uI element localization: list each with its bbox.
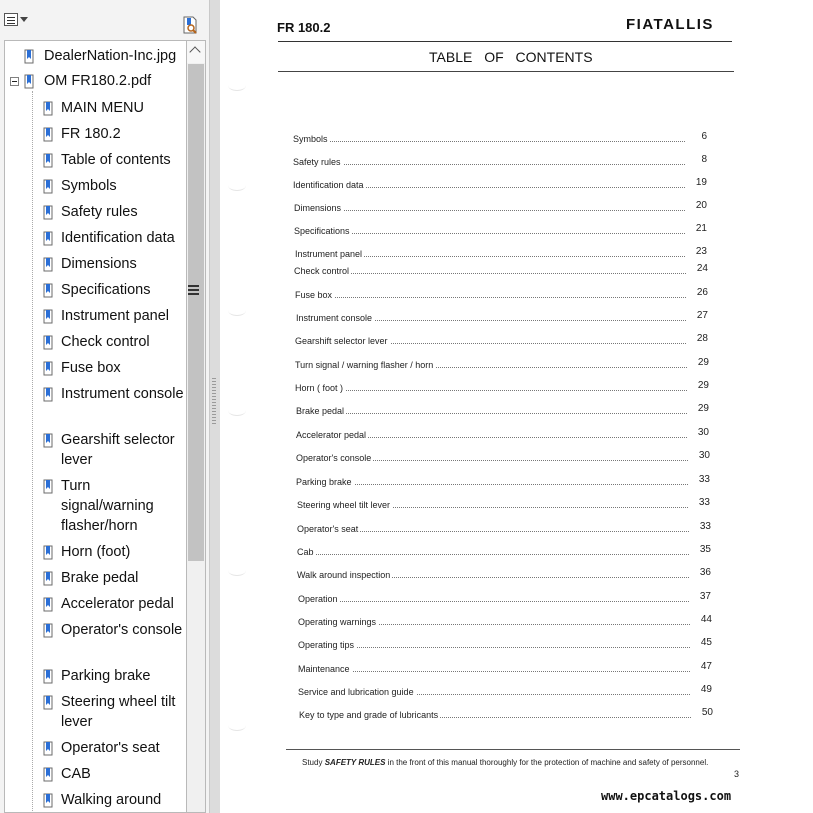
toc-entry-page: 29 bbox=[697, 380, 709, 391]
toc-entry bbox=[296, 310, 708, 327]
toc-entry bbox=[295, 380, 709, 397]
toc-entry bbox=[297, 497, 710, 514]
toc-leader bbox=[294, 273, 686, 274]
bookmark-item[interactable] bbox=[5, 358, 186, 378]
toc-entry-title: Instrument panel bbox=[295, 249, 363, 259]
bookmark-icon bbox=[42, 309, 54, 325]
toc-leader bbox=[295, 297, 686, 298]
bookmark-item[interactable] bbox=[5, 124, 186, 144]
header-rule bbox=[278, 41, 732, 42]
collapse-icon[interactable] bbox=[10, 77, 19, 86]
bookmark-item[interactable] bbox=[5, 228, 186, 248]
toc-entry-page: 45 bbox=[700, 637, 712, 648]
toc-entry-title: Check control bbox=[294, 266, 350, 276]
toc-entry bbox=[295, 333, 708, 350]
binder-hole bbox=[228, 180, 246, 191]
bookmark-item[interactable] bbox=[5, 98, 186, 118]
toc-entry bbox=[296, 450, 710, 467]
footnote-emphasis: SAFETY RULES bbox=[324, 758, 386, 767]
toc-entry bbox=[296, 474, 710, 491]
toc-leader bbox=[298, 671, 690, 672]
bookmark-label: Accelerator pedal bbox=[61, 596, 174, 612]
toc-leader bbox=[297, 554, 689, 555]
toc-entry-page: 23 bbox=[695, 246, 707, 257]
toc-entry-title: Accelerator pedal bbox=[296, 430, 367, 440]
footer-rule bbox=[286, 749, 740, 750]
find-bookmark-icon bbox=[181, 16, 199, 34]
toc-entry-page: 30 bbox=[698, 450, 710, 461]
binder-hole bbox=[228, 565, 246, 576]
toc-entry-title: Walk around inspection bbox=[297, 570, 391, 580]
bookmark-icon bbox=[42, 623, 54, 639]
bookmark-icon bbox=[42, 387, 54, 403]
title-rule bbox=[278, 71, 734, 72]
toc-entry-title: Horn ( foot ) bbox=[295, 383, 344, 393]
toc-entry-title: Specifications bbox=[294, 226, 350, 236]
toc-leader bbox=[293, 164, 685, 165]
bookmark-label: Operator's console bbox=[61, 622, 183, 638]
bookmark-label: Steering wheel tilt lever bbox=[61, 694, 176, 730]
toc-entry-title: Fuse box bbox=[295, 290, 333, 300]
toc-entry bbox=[299, 707, 713, 724]
toc-entry-page: 44 bbox=[700, 614, 712, 625]
bookmark-item[interactable] bbox=[5, 738, 186, 758]
bookmark-item[interactable] bbox=[5, 666, 186, 686]
toc-entry-page: 29 bbox=[697, 357, 709, 368]
toc-entry-title: Operator's seat bbox=[297, 524, 359, 534]
binder-hole bbox=[228, 80, 246, 91]
toc-entry bbox=[296, 427, 709, 444]
toc-entry-title: Safety rules bbox=[293, 157, 341, 167]
bookmark-item[interactable] bbox=[5, 306, 186, 326]
bookmark-item[interactable] bbox=[5, 790, 186, 810]
splitter-grip[interactable] bbox=[212, 378, 216, 426]
toc-entry bbox=[298, 661, 712, 678]
toc-leader bbox=[293, 141, 685, 142]
bookmark-item[interactable] bbox=[5, 202, 186, 222]
toc-entry-page: 19 bbox=[695, 177, 707, 188]
vertical-scrollbar[interactable] bbox=[186, 40, 206, 813]
bookmark-label: Walking around bbox=[61, 792, 162, 808]
scroll-thumb[interactable] bbox=[188, 64, 204, 561]
toc-entry-title: Steering wheel tilt lever bbox=[297, 500, 391, 510]
toc-entry-page: 35 bbox=[699, 544, 711, 555]
toc-entry-page: 8 bbox=[701, 154, 707, 165]
bookmark-label: Fuse box bbox=[61, 360, 121, 376]
toc-entry-page: 24 bbox=[696, 263, 708, 274]
toc-entry-title: Operation bbox=[298, 594, 338, 604]
bookmark-label: Brake pedal bbox=[61, 570, 139, 586]
bookmark-icon bbox=[42, 283, 54, 299]
bookmark-icon bbox=[42, 257, 54, 273]
toc-entry bbox=[298, 614, 712, 631]
bookmark-icon bbox=[42, 741, 54, 757]
toc-leader bbox=[294, 210, 685, 211]
toc-leader bbox=[298, 647, 690, 648]
toc-entry-page: 20 bbox=[695, 200, 707, 211]
panel-menu-icon[interactable] bbox=[188, 285, 199, 296]
bookmark-icon bbox=[42, 433, 54, 449]
toc-entry bbox=[294, 263, 708, 280]
bookmark-label: Instrument console bbox=[61, 386, 184, 402]
bookmarks-toolbar bbox=[0, 0, 210, 38]
bookmark-icon bbox=[42, 767, 54, 783]
bookmark-icon bbox=[42, 101, 54, 117]
toc-entry-title: Turn signal / warning flasher / horn bbox=[295, 360, 434, 370]
find-bookmark-button[interactable] bbox=[181, 16, 199, 34]
footnote-post: in the front of this manual thoroughly for the protection of machine and safety of personnel. bbox=[387, 758, 709, 767]
toc-entry-page: 33 bbox=[699, 521, 711, 532]
bookmark-label: Instrument panel bbox=[61, 308, 170, 324]
toc-entry bbox=[297, 521, 711, 538]
bookmark-icon bbox=[42, 479, 54, 495]
bookmark-item[interactable] bbox=[5, 430, 186, 470]
bookmark-label: Parking brake bbox=[61, 668, 151, 684]
toc-entry-title: Operating warnings bbox=[298, 617, 377, 627]
toc-entry bbox=[297, 567, 711, 584]
toc-entry-page: 47 bbox=[700, 661, 712, 672]
toc-entry-title: Operator's console bbox=[296, 453, 372, 463]
bookmark-item[interactable] bbox=[5, 476, 186, 536]
toc-entry-title: Dimensions bbox=[294, 203, 342, 213]
bookmark-label: MAIN MENU bbox=[61, 100, 144, 116]
options-menu-button[interactable] bbox=[4, 13, 28, 29]
binder-hole bbox=[228, 405, 246, 416]
toc-entry bbox=[296, 403, 709, 420]
model-heading: FR 180.2 bbox=[277, 20, 331, 35]
options-menu-icon bbox=[4, 13, 18, 26]
toc-entry bbox=[295, 246, 707, 263]
bookmark-item[interactable] bbox=[5, 620, 186, 660]
toc-leader bbox=[296, 484, 688, 485]
footnote bbox=[302, 758, 708, 767]
toc-entry bbox=[293, 154, 707, 171]
bookmark-icon bbox=[42, 361, 54, 377]
pdf-file-icon bbox=[23, 74, 35, 90]
toc-leader bbox=[298, 601, 689, 602]
toc-entry-page: 27 bbox=[696, 310, 708, 321]
toc-entry-title: Cab bbox=[297, 547, 314, 557]
toc-entry bbox=[295, 357, 709, 374]
bookmark-label: Gearshift selector lever bbox=[61, 432, 175, 468]
bookmark-icon bbox=[42, 695, 54, 711]
bookmark-icon bbox=[42, 153, 54, 169]
toc-entry bbox=[297, 544, 711, 561]
toc-entry-page: 33 bbox=[698, 474, 710, 485]
toc-leader bbox=[295, 390, 687, 391]
bookmark-label: Specifications bbox=[61, 282, 151, 298]
bookmark-item[interactable] bbox=[5, 176, 186, 196]
bookmark-icon bbox=[42, 231, 54, 247]
toc-entry bbox=[293, 177, 707, 194]
toc-entry-page: 49 bbox=[700, 684, 712, 695]
bookmark-label: Identification data bbox=[61, 230, 175, 246]
page-number: 3 bbox=[734, 769, 740, 779]
toc-entry bbox=[298, 591, 711, 608]
toc-entry-page: 33 bbox=[698, 497, 710, 508]
bookmark-label: Check control bbox=[61, 334, 150, 350]
footnote-pre: Study bbox=[302, 758, 323, 767]
toc-title: TABLE OF CONTENTS bbox=[429, 49, 593, 65]
bookmark-item[interactable] bbox=[5, 568, 186, 588]
binder-hole bbox=[228, 305, 246, 316]
toc-entry-title: Key to type and grade of lubricants bbox=[299, 710, 439, 720]
bookmark-item[interactable] bbox=[5, 542, 186, 562]
toc-entry-page: 36 bbox=[699, 567, 711, 578]
toc-entry bbox=[298, 684, 712, 701]
brand-heading: FIATALLIS bbox=[626, 16, 714, 33]
toc-entry-title: Gearshift selector lever bbox=[295, 336, 388, 346]
bookmark-label: Turn signal/warning flasher/horn bbox=[61, 478, 154, 534]
toc-entry-page: 26 bbox=[696, 287, 708, 298]
bookmark-item[interactable] bbox=[5, 384, 186, 424]
toc-entry-title: Instrument console bbox=[296, 313, 373, 323]
bookmark-label: Horn (foot) bbox=[61, 544, 131, 560]
document-page bbox=[220, 0, 813, 813]
bookmark-label: DealerNation-Inc.jpg bbox=[44, 48, 177, 64]
bookmark-icon bbox=[42, 545, 54, 561]
bookmark-label: Symbols bbox=[61, 178, 117, 194]
toc-entry-title: Operating tips bbox=[298, 640, 355, 650]
watermark: www.epcatalogs.com bbox=[601, 789, 732, 803]
bookmarks-panel bbox=[0, 0, 210, 813]
bookmark-icon bbox=[42, 597, 54, 613]
bookmark-item[interactable] bbox=[5, 594, 186, 614]
bookmark-label: CAB bbox=[61, 766, 91, 782]
bookmark-tree bbox=[4, 40, 186, 813]
binder-hole bbox=[228, 720, 246, 731]
toc-entry-page: 37 bbox=[699, 591, 711, 602]
toc-entry-page: 28 bbox=[696, 333, 708, 344]
toc-entry-title: Symbols bbox=[293, 134, 328, 144]
bookmark-label: Table of contents bbox=[61, 152, 171, 168]
bookmark-item[interactable] bbox=[5, 150, 186, 170]
chevron-down-icon bbox=[20, 17, 28, 22]
bookmark-label: FR 180.2 bbox=[61, 126, 121, 142]
toc-entry bbox=[294, 200, 707, 217]
bookmark-label: Operator's seat bbox=[61, 740, 160, 756]
bookmark-item[interactable] bbox=[5, 764, 186, 784]
bookmark-icon bbox=[42, 179, 54, 195]
toc-leader bbox=[296, 413, 687, 414]
bookmark-icon bbox=[42, 571, 54, 587]
toc-entry bbox=[293, 131, 707, 148]
bookmark-item[interactable] bbox=[5, 332, 186, 352]
bookmark-label: Safety rules bbox=[61, 204, 138, 220]
bookmark-icon bbox=[42, 793, 54, 809]
toc-entry-title: Parking brake bbox=[296, 477, 352, 487]
bookmark-icon bbox=[23, 49, 35, 65]
toc-entry-page: 50 bbox=[701, 707, 713, 718]
bookmark-label: Dimensions bbox=[61, 256, 137, 272]
bookmark-icon bbox=[42, 127, 54, 143]
toc-leader bbox=[294, 233, 685, 234]
bookmark-item[interactable] bbox=[5, 280, 186, 300]
toc-entry-title: Brake pedal bbox=[296, 406, 345, 416]
toc-entry-page: 6 bbox=[701, 131, 707, 142]
bookmark-label: OM FR180.2.pdf bbox=[44, 73, 152, 89]
bookmark-icon bbox=[42, 669, 54, 685]
scroll-up-arrow-icon[interactable] bbox=[187, 41, 205, 63]
toc-entry-title: Service and lubrication guide bbox=[298, 687, 414, 697]
toc-entry-title: Maintenance bbox=[298, 664, 350, 674]
toc-entry-page: 29 bbox=[697, 403, 709, 414]
toc-entry-title: Identification data bbox=[293, 180, 364, 190]
bookmark-item[interactable] bbox=[5, 692, 186, 732]
bookmark-icon bbox=[42, 335, 54, 351]
toc-entry bbox=[295, 287, 708, 304]
toc-entry-page: 21 bbox=[695, 223, 707, 234]
bookmark-item[interactable] bbox=[5, 254, 186, 274]
toc-entry bbox=[298, 637, 712, 654]
bookmark-icon bbox=[42, 205, 54, 221]
toc-entry-page: 30 bbox=[697, 427, 709, 438]
toc-entry bbox=[294, 223, 707, 240]
